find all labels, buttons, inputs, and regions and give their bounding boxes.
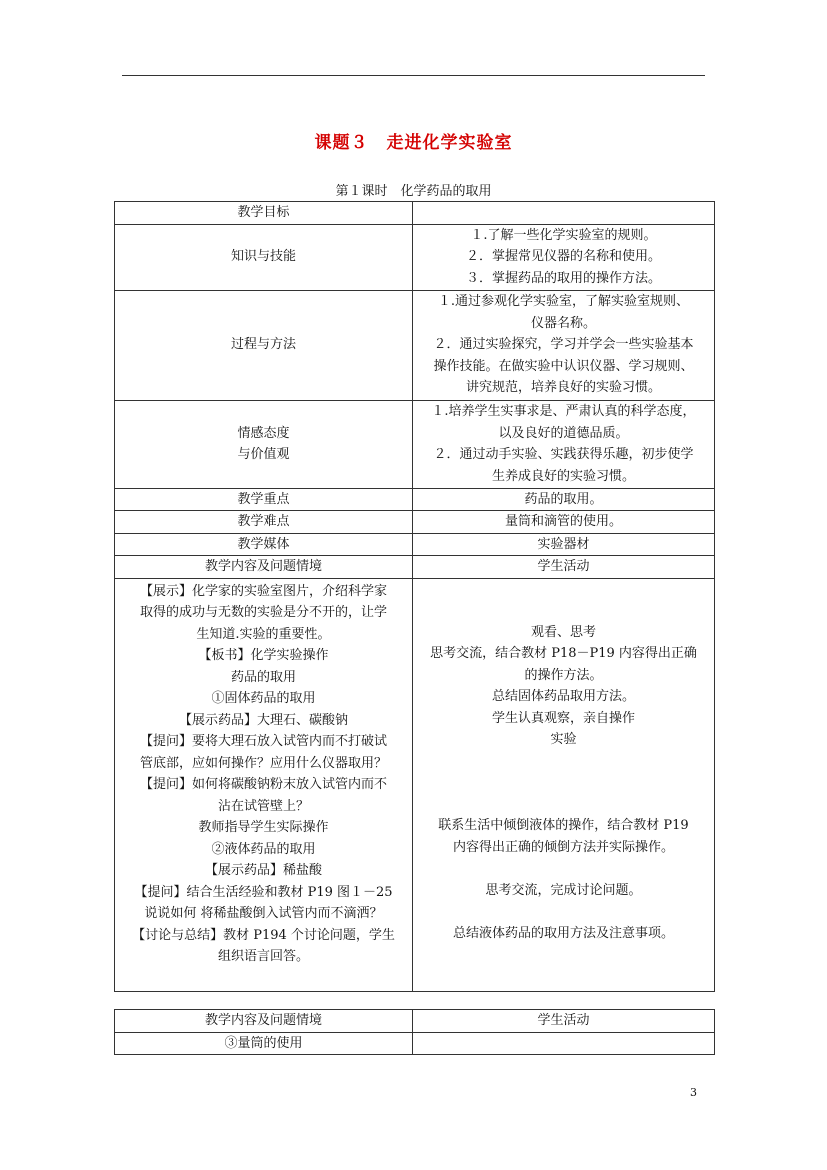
difficulty-label: 教学难点 (115, 511, 413, 534)
objectives-header-label: 教学目标 (115, 202, 413, 225)
content-header-left: 教学内容及问题情境 (115, 556, 413, 579)
knowledge-content (413, 224, 715, 290)
content-right-line: 内容得出正确的倾倒方法并实际操作。 (452, 839, 674, 855)
lesson-title: 课题３ 走进化学实验室 (314, 133, 513, 153)
content-left-line: 【展示药品】大理石、碳酸钠 (178, 712, 348, 728)
content-right-cell (413, 578, 715, 991)
content-left-line: 【提问】要将大理石放入试管内而不打破试 (139, 734, 387, 749)
content-right-line: 总结固体药品取用方法。 (491, 689, 635, 704)
header-rule (122, 75, 705, 76)
content-left-line: 【提问】结合生活经验和教材 P19 图１－25 (134, 884, 393, 900)
content-left-line: 说说如何 将稀盐酸倒入试管内而不滴洒？ (144, 906, 383, 921)
attitude-line: 以及良好的道德品质。 (498, 425, 629, 441)
content-left-line: ②液体药品的取用 (211, 841, 316, 857)
objectives-table (114, 201, 715, 992)
content-left-line: 【展示】化学家的实验室图片，介绍科学家 (139, 583, 387, 599)
process-content (413, 290, 715, 400)
content-left-line: 管底部，应如何操作？应用什么仪器取用？ (139, 755, 387, 771)
content-right-line: 学生认真观察，亲自操作 (491, 710, 635, 726)
content-right-spacer (416, 858, 711, 880)
content-right-line: 实验 (550, 732, 577, 747)
content-left-line: 【展示药品】稀盐酸 (204, 863, 322, 878)
content-right-line: 联系生活中倾倒液体的操作，结合教材 P19 (438, 818, 689, 833)
attitude-label (115, 400, 413, 488)
content-left-line: 组织语言回答。 (217, 949, 309, 964)
content-left-line: 药品的取用 (230, 669, 296, 685)
key-point-label: 教学重点 (115, 488, 413, 511)
continuation-table (114, 1009, 715, 1055)
content-right-spacer (416, 600, 711, 622)
content-right-spacer (416, 901, 711, 923)
difficulty-value: 量筒和滴管的使用。 (413, 511, 715, 534)
process-line: 操作技能。在做实验中认识仪器、学习规则、 (433, 358, 694, 374)
content-left-line: 取得的成功与无数的实验是分不开的，让学 (139, 605, 387, 620)
key-point-value: 药品的取用。 (413, 488, 715, 511)
continuation-header-left: 教学内容及问题情境 (115, 1010, 413, 1033)
content-right-line: 的操作方法。 (524, 667, 603, 683)
content-left-line: 沾在试管壁上？ (217, 798, 309, 814)
content-left-line: 【讨论与总结】教材 P194 个讨论问题，学生 (132, 927, 395, 943)
content-left-line: 【提问】如何将碳酸钠粉末放入试管内而不 (139, 777, 387, 792)
content-header-right: 学生活动 (413, 556, 715, 579)
content-left-line: 【板书】化学实验操作 (198, 648, 329, 663)
content-right-line: 总结液体药品的取用方法及注意事项。 (452, 925, 674, 941)
page-number: 3 (690, 1086, 697, 1099)
media-value: 实验器材 (413, 533, 715, 556)
attitude-line: １.培养学生实事求是、严肃认真的科学态度， (431, 404, 696, 419)
continuation-header-right: 学生活动 (413, 1010, 715, 1033)
content-right-spacer (416, 794, 711, 816)
media-label: 教学媒体 (115, 533, 413, 556)
content-left-line: ①固体药品的取用 (211, 691, 316, 706)
content-right-line: 思考交流，完成讨论问题。 (485, 882, 642, 898)
content-right-spacer (416, 751, 711, 773)
content-left-cell (115, 578, 413, 991)
attitude-line: ２．通过动手实验、实践获得乐趣，初步使学 (433, 447, 694, 462)
content-right-line: 观看、思考 (530, 624, 596, 640)
knowledge-line: ３．掌握药品的取用的操作方法。 (465, 270, 661, 286)
process-label: 过程与方法 (115, 290, 413, 400)
lesson-subtitle: 第１课时 化学药品的取用 (335, 184, 492, 199)
attitude-label-line: 情感态度 (237, 425, 290, 441)
attitude-line: 生养成良好的实验习惯。 (491, 468, 635, 484)
content-right-line: 思考交流，结合教材 P18－P19 内容得出正确 (430, 646, 697, 661)
process-line: 讲究规范，培养良好的实验习惯。 (465, 380, 661, 396)
process-line: ２．通过实验探究，学习并学会一些实验基本 (433, 337, 694, 353)
knowledge-label: 知识与技能 (115, 224, 413, 290)
knowledge-line: ２．掌握常见仪器的名称和使用。 (465, 249, 661, 265)
process-line: 仪器名称。 (530, 315, 596, 331)
graduated-cylinder-item: ③量筒的使用 (115, 1032, 413, 1055)
continuation-row-right (413, 1032, 715, 1055)
process-line: １.通过参观化学实验室，了解实验室规则、 (437, 294, 690, 310)
content-right-spacer (416, 772, 711, 794)
objectives-header-value (413, 202, 715, 225)
knowledge-line: １.了解一些化学实验室的规则。 (470, 227, 657, 243)
content-left-line: 教师指导学生实际操作 (198, 820, 329, 835)
content-right-spacer (416, 579, 711, 601)
attitude-content (413, 400, 715, 488)
content-left-line: 生知道.实验的重要性。 (196, 626, 331, 642)
attitude-label-line: 与价值观 (237, 447, 290, 462)
